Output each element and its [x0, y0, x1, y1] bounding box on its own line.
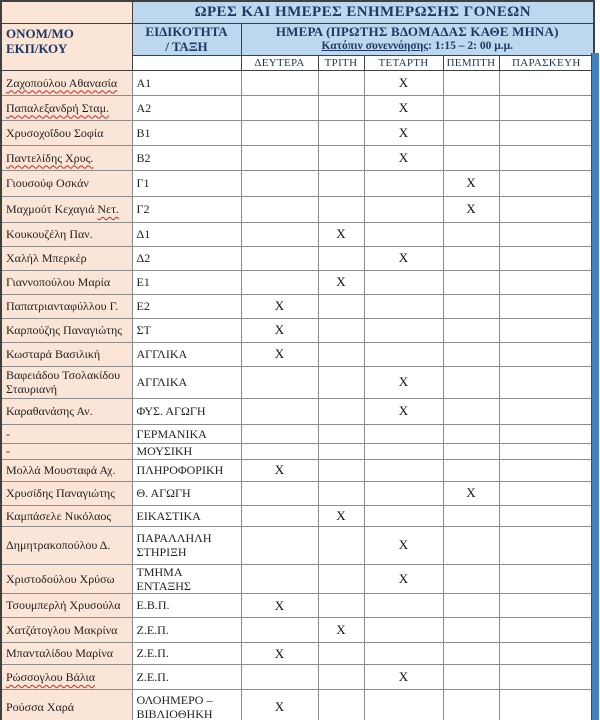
day-cell-monday — [241, 526, 318, 564]
day-cell-monday — [241, 665, 318, 690]
day-cell-friday — [499, 246, 594, 270]
table-row — [1, 246, 594, 270]
table-row — [1, 443, 594, 459]
teacher-name: Παπαλεξανδρή Σταμ. — [6, 100, 110, 115]
specialty-cell: Δ2 — [132, 246, 241, 270]
day-cell-wednesday — [364, 690, 443, 720]
specialty-cell: Γ1 — [132, 170, 241, 196]
x-mark: Χ — [274, 322, 285, 338]
day-cell-monday — [241, 95, 318, 120]
specialty-cell: ΠΑΡΑΛΛΗΛΗ ΣΤΗΡΙΞΗ — [132, 526, 241, 564]
day-cell-wednesday — [364, 618, 443, 643]
table-row — [1, 145, 594, 170]
teacher-name-cell — [1, 665, 132, 690]
specialty-cell: ΠΛΗΡΟΦΟΡΙΚΗ — [132, 459, 241, 481]
day-cell-thursday — [443, 70, 499, 95]
day-cell-monday — [241, 318, 318, 342]
vertical-scrollbar[interactable] — [591, 53, 599, 720]
teacher-name-cell: Χριστοδούλου Χρύσω — [1, 564, 132, 593]
day-cell-thursday — [443, 342, 499, 366]
day-cell-friday — [499, 318, 594, 342]
day-cell-tuesday — [318, 398, 364, 424]
day-cell-thursday — [443, 120, 499, 145]
day-cell-monday — [241, 398, 318, 424]
teacher-name-cell: Παπατριανταφύλλου Γ. — [1, 294, 132, 318]
table-row — [1, 594, 594, 618]
day-cell-friday — [499, 294, 594, 318]
teacher-name-cell: Κωσταρά Βασιλική — [1, 342, 132, 366]
day-cell-tuesday — [318, 120, 364, 145]
day-cell-tuesday — [318, 526, 364, 564]
teacher-name-cell: Χαλήλ Μπερκέρ — [1, 246, 132, 270]
day-cell-wednesday — [364, 643, 443, 665]
table-row — [1, 270, 594, 294]
day-cell-monday — [241, 196, 318, 222]
day-cell-tuesday — [318, 70, 364, 95]
day-cell-monday — [241, 270, 318, 294]
day-cell-friday — [499, 398, 594, 424]
day-cell-wednesday — [364, 246, 443, 270]
teacher-name-cell: Χρυσοχοΐδου Σοφία — [1, 120, 132, 145]
day-cell-wednesday — [364, 594, 443, 618]
table-row — [1, 526, 594, 564]
day-cell-thursday — [443, 196, 499, 222]
x-mark: Χ — [398, 149, 409, 165]
day-cell-tuesday — [318, 459, 364, 481]
day-group-title: ΗΜΕΡΑ (ΠΡΩΤΗΣ ΒΔΟΜΑΔΑΣ ΚΑΘΕ ΜΗΝΑ) — [275, 24, 559, 40]
day-cell-tuesday — [318, 170, 364, 196]
day-cell-wednesday — [364, 564, 443, 593]
name-header-line1: ΟΝΟΜ/ΜΟ — [6, 25, 74, 41]
day-cell-monday — [241, 145, 318, 170]
day-cell-wednesday — [364, 294, 443, 318]
specialty-cell: ΣΤ — [132, 318, 241, 342]
day-cell-monday — [241, 70, 318, 95]
teacher-name-cell — [1, 70, 132, 95]
specialty-cell: ΤΜΗΜΑ ΕΝΤΑΞΗΣ — [132, 564, 241, 593]
day-header-thursday: ΠΕΜΠΤΗ — [443, 55, 499, 70]
appointment-note — [246, 40, 590, 54]
table-row — [1, 366, 594, 398]
day-cell-monday — [241, 246, 318, 270]
day-cell-friday — [499, 564, 594, 593]
day-cell-thursday — [443, 270, 499, 294]
x-mark: Χ — [398, 74, 409, 90]
day-cell-tuesday — [318, 196, 364, 222]
day-cell-wednesday — [364, 443, 443, 459]
day-cell-wednesday — [364, 526, 443, 564]
appointment-note-underlined: Κατόπιν συνεννόησης — [321, 39, 429, 52]
teacher-name-cell: Βαφειάδου Τσολακίδου Σταυριανή — [1, 366, 132, 398]
name-column-header — [1, 23, 132, 70]
day-cell-friday — [499, 70, 594, 95]
specialty-cell: ΑΓΓΛΙΚΑ — [132, 366, 241, 398]
day-cell-tuesday — [318, 618, 364, 643]
specialty-cell: Α2 — [132, 95, 241, 120]
x-mark: Χ — [466, 485, 476, 501]
table-header — [1, 1, 594, 70]
day-cell-friday — [499, 505, 594, 526]
appointment-note-rest: : 1:15 – 2: 00 μ.μ. — [428, 39, 513, 52]
day-cell-tuesday — [318, 594, 364, 618]
day-cell-friday — [499, 222, 594, 246]
x-mark: Χ — [274, 298, 285, 314]
x-mark: Χ — [398, 669, 409, 684]
day-cell-wednesday — [364, 318, 443, 342]
day-cell-wednesday — [364, 366, 443, 398]
day-cell-tuesday — [318, 443, 364, 459]
day-cell-friday — [499, 481, 594, 505]
table-row — [1, 564, 594, 593]
page-title: ΩΡΕΣ ΚΑΙ ΗΜΕΡΕΣ ΕΝΗΜΕΡΩΣΗΣ ΓΟΝΕΩΝ — [132, 1, 594, 23]
day-cell-thursday — [443, 398, 499, 424]
day-cell-tuesday — [318, 270, 364, 294]
table-row — [1, 70, 594, 95]
teacher-name-cell: Χρυσίδης Παναγιώτης — [1, 481, 132, 505]
table-row — [1, 95, 594, 120]
teacher-name: Παντελίδης Χρυς. — [6, 150, 94, 165]
day-cell-friday — [499, 270, 594, 294]
table-row — [1, 459, 594, 481]
teacher-name-cell: Μπανταλίδου Μαρίνα — [1, 643, 132, 665]
day-cell-monday — [241, 594, 318, 618]
day-cell-monday — [241, 690, 318, 720]
day-cell-friday — [499, 366, 594, 398]
x-mark: Χ — [274, 346, 285, 362]
title-row — [1, 1, 594, 23]
x-mark: Χ — [398, 403, 409, 419]
day-cell-friday — [499, 342, 594, 366]
specialty-cell: ΕΙΚΑΣΤΙΚΑ — [132, 505, 241, 526]
day-cell-monday — [241, 120, 318, 145]
teacher-name-cell: Χατζάτογλου Μακρίνα — [1, 618, 132, 643]
day-cell-tuesday — [318, 294, 364, 318]
day-cell-thursday — [443, 459, 499, 481]
table-row — [1, 120, 594, 145]
day-cell-friday — [499, 459, 594, 481]
day-cell-wednesday — [364, 222, 443, 246]
day-cell-friday — [499, 145, 594, 170]
day-cell-wednesday — [364, 481, 443, 505]
day-cell-wednesday — [364, 342, 443, 366]
day-cell-tuesday — [318, 318, 364, 342]
x-mark: Χ — [398, 250, 409, 266]
day-cell-monday — [241, 643, 318, 665]
specialty-cell: Ε1 — [132, 270, 241, 294]
day-cell-thursday — [443, 170, 499, 196]
table-row — [1, 342, 594, 366]
day-cell-tuesday — [318, 505, 364, 526]
day-cell-thursday — [443, 443, 499, 459]
column-header-row — [1, 23, 594, 55]
day-cell-wednesday — [364, 196, 443, 222]
day-cell-thursday — [443, 526, 499, 564]
day-cell-thursday — [443, 366, 499, 398]
corner-cell — [1, 1, 132, 23]
x-mark: Χ — [274, 645, 285, 661]
day-cell-tuesday — [318, 366, 364, 398]
table-row — [1, 481, 594, 505]
table-row — [1, 690, 594, 720]
specialty-cell: Γ2 — [132, 196, 241, 222]
table-row — [1, 618, 594, 643]
day-cell-friday — [499, 665, 594, 690]
specialty-cell: Δ1 — [132, 222, 241, 246]
teacher-name-cell: - — [1, 424, 132, 443]
day-cell-friday — [499, 594, 594, 618]
specialty-cell: Α1 — [132, 70, 241, 95]
teacher-name-cell: Γιουσούφ Οσκάν — [1, 170, 132, 196]
day-cell-thursday — [443, 618, 499, 643]
table-row — [1, 170, 594, 196]
specialty-cell: Ζ.Ε.Π. — [132, 643, 241, 665]
day-cell-friday — [499, 643, 594, 665]
day-cell-monday — [241, 618, 318, 643]
x-mark: Χ — [336, 226, 346, 242]
teacher-name-cell: - — [1, 443, 132, 459]
teacher-name-cell — [1, 95, 132, 120]
day-cell-thursday — [443, 424, 499, 443]
name-header-line2: ΕΚΠ/ΚΟΥ — [6, 41, 68, 57]
teacher-name-cell: Γιαννοπούλου Μαρία — [1, 270, 132, 294]
day-cell-thursday — [443, 294, 499, 318]
table-row — [1, 398, 594, 424]
teacher-name: Ζαχοπούλου Αθανασία — [6, 75, 118, 90]
day-cell-friday — [499, 618, 594, 643]
teacher-name-cell: Καραθανάσης Αν. — [1, 398, 132, 424]
day-cell-wednesday — [364, 459, 443, 481]
specialty-cell: Θ. ΑΓΩΓΗ — [132, 481, 241, 505]
day-cell-monday — [241, 564, 318, 593]
day-cell-thursday — [443, 481, 499, 505]
day-cell-wednesday — [364, 120, 443, 145]
day-header-wednesday: ΤΕΤΑΡΤΗ — [364, 55, 443, 70]
day-cell-thursday — [443, 643, 499, 665]
day-cell-tuesday — [318, 95, 364, 120]
day-cell-thursday — [443, 690, 499, 720]
day-cell-thursday — [443, 222, 499, 246]
day-cell-friday — [499, 690, 594, 720]
x-mark: Χ — [398, 570, 409, 586]
specialty-cell: ΑΓΓΛΙΚΑ — [132, 342, 241, 366]
day-cell-wednesday — [364, 505, 443, 526]
specialty-cell: ΦΥΣ. ΑΓΩΓΗ — [132, 398, 241, 424]
day-cell-monday — [241, 505, 318, 526]
teacher-name-cell: Μολλά Μουσταφά Αχ. — [1, 459, 132, 481]
x-mark: Χ — [398, 124, 409, 140]
x-mark: Χ — [274, 597, 285, 613]
specialty-cell: ΟΛΟΗΜΕΡΟ – ΒΙΒΛΙΟΘΗΚΗ — [132, 690, 241, 720]
day-cell-monday — [241, 342, 318, 366]
day-cell-thursday — [443, 95, 499, 120]
x-mark: Χ — [398, 537, 409, 553]
day-cell-friday — [499, 170, 594, 196]
teacher-name-cell: Ρούσσα Χαρά — [1, 690, 132, 720]
day-cell-tuesday — [318, 564, 364, 593]
teacher-name-cell — [1, 145, 132, 170]
day-cell-tuesday — [318, 222, 364, 246]
day-cell-monday — [241, 294, 318, 318]
x-mark: Χ — [336, 622, 346, 637]
specialty-cell: Β2 — [132, 145, 241, 170]
day-cell-tuesday — [318, 246, 364, 270]
blank-cell — [132, 55, 241, 70]
day-cell-monday — [241, 424, 318, 443]
day-cell-tuesday — [318, 145, 364, 170]
day-cell-thursday — [443, 145, 499, 170]
day-cell-friday — [499, 95, 594, 120]
x-mark: Χ — [336, 274, 346, 290]
specialty-cell: Ε.Β.Π. — [132, 594, 241, 618]
day-cell-tuesday — [318, 481, 364, 505]
day-cell-wednesday — [364, 95, 443, 120]
day-cell-wednesday — [364, 398, 443, 424]
specialty-cell: Ε2 — [132, 294, 241, 318]
day-cell-friday — [499, 120, 594, 145]
day-cell-friday — [499, 443, 594, 459]
x-mark: Χ — [466, 201, 476, 217]
teacher-name-cell: Μαχμούτ Κεχαγιά Νετ. — [1, 196, 132, 222]
day-cell-wednesday — [364, 665, 443, 690]
day-header-tuesday: ΤΡΙΤΗ — [318, 55, 364, 70]
teacher-name-cell: Κουκουζέλη Παν. — [1, 222, 132, 246]
schedule-body — [1, 70, 594, 720]
specialty-header-line1: ΕΙΔΙΚΟΤΗΤΑ — [145, 23, 228, 39]
teacher-name-misspelled-part: Νετ. — [97, 202, 119, 217]
specialty-cell: ΓΕΡΜΑΝΙΚΑ — [132, 424, 241, 443]
day-cell-monday — [241, 481, 318, 505]
table-row — [1, 505, 594, 526]
x-mark: Χ — [274, 699, 285, 715]
specialty-cell: Ζ.Ε.Π. — [132, 618, 241, 643]
day-cell-wednesday — [364, 170, 443, 196]
day-cell-tuesday — [318, 643, 364, 665]
day-group-header — [241, 23, 594, 55]
specialty-header-line2: / ΤΑΞΗ — [165, 39, 208, 55]
day-cell-monday — [241, 459, 318, 481]
day-cell-thursday — [443, 665, 499, 690]
day-cell-tuesday — [318, 342, 364, 366]
day-cell-wednesday — [364, 70, 443, 95]
teacher-name-cell: Δημητρακοπούλου Δ. — [1, 526, 132, 564]
teacher-name-cell: Καρπούζης Παναγιώτης — [1, 318, 132, 342]
day-cell-thursday — [443, 246, 499, 270]
day-cell-monday — [241, 366, 318, 398]
specialty-cell: Ζ.Ε.Π. — [132, 665, 241, 690]
specialty-cell: ΜΟΥΣΙΚΗ — [132, 443, 241, 459]
day-cell-thursday — [443, 594, 499, 618]
x-mark: Χ — [398, 99, 409, 115]
table-row — [1, 643, 594, 665]
table-row — [1, 424, 594, 443]
day-cell-monday — [241, 170, 318, 196]
day-cell-wednesday — [364, 145, 443, 170]
table-row — [1, 196, 594, 222]
table-row — [1, 318, 594, 342]
teacher-name: Ρώσσογλου Βάλια — [6, 669, 96, 684]
day-cell-friday — [499, 526, 594, 564]
day-header-monday: ΔΕΥΤΕΡΑ — [241, 55, 318, 70]
day-cell-thursday — [443, 505, 499, 526]
day-cell-monday — [241, 443, 318, 459]
teacher-name-cell: Καμπάσελε Νικόλαος — [1, 505, 132, 526]
day-cell-tuesday — [318, 690, 364, 720]
day-cell-wednesday — [364, 270, 443, 294]
day-cell-friday — [499, 424, 594, 443]
table-row — [1, 294, 594, 318]
table-row — [1, 665, 594, 690]
day-cell-thursday — [443, 318, 499, 342]
day-cell-friday — [499, 196, 594, 222]
x-mark: Χ — [466, 175, 476, 191]
day-cell-tuesday — [318, 665, 364, 690]
day-cell-tuesday — [318, 424, 364, 443]
specialty-column-header — [132, 23, 241, 55]
day-cell-monday — [241, 222, 318, 246]
day-cell-wednesday — [364, 424, 443, 443]
x-mark: Χ — [336, 507, 346, 523]
x-mark: Χ — [274, 462, 285, 478]
day-cell-thursday — [443, 564, 499, 593]
day-header-friday: ΠΑΡΑΣΚΕΥΗ — [499, 55, 594, 70]
table-row — [1, 222, 594, 246]
teacher-name-cell: Τσουμπερλή Χρυσούλα — [1, 594, 132, 618]
x-mark: Χ — [398, 374, 409, 390]
specialty-cell: Β1 — [132, 120, 241, 145]
